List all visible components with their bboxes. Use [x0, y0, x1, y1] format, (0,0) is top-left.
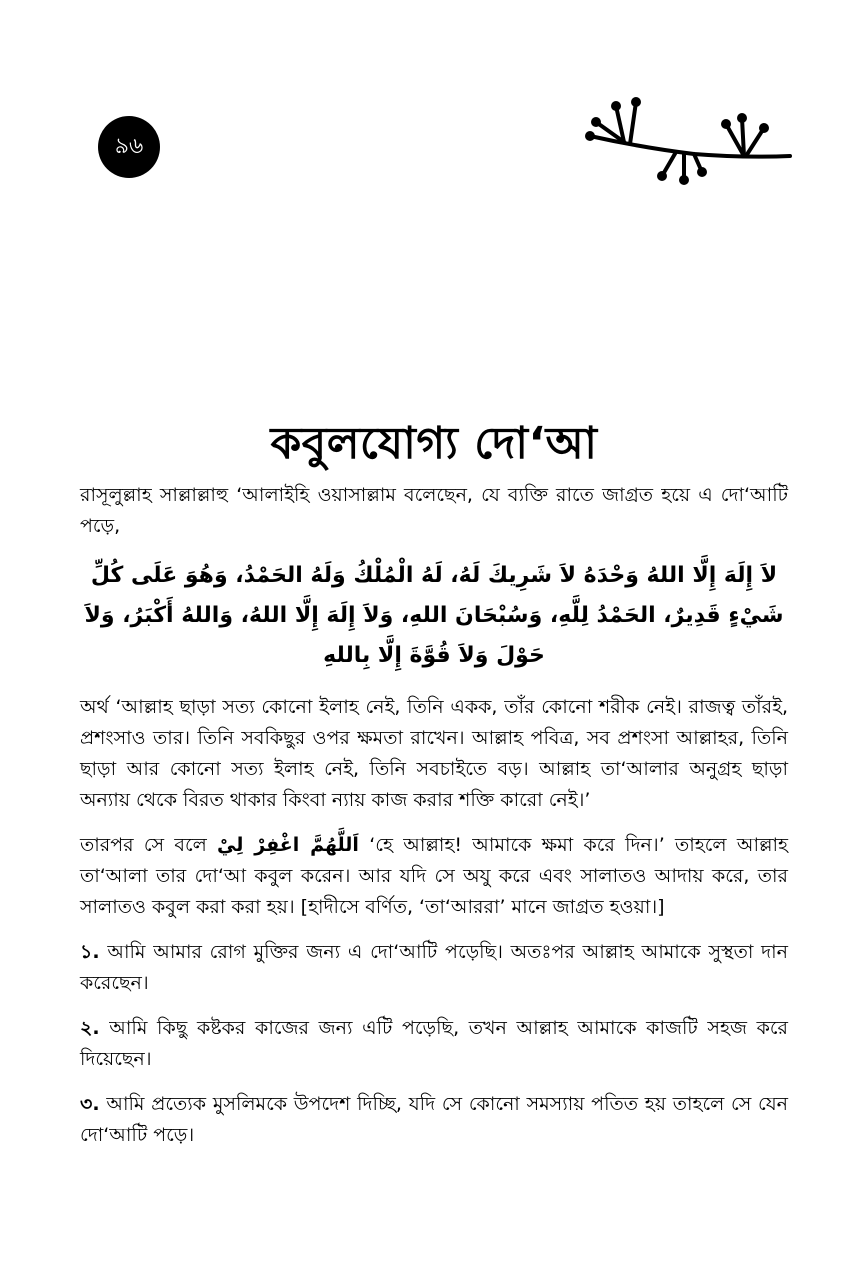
arabic-inline-dua: اَللَّهُمَّ اغْفِرْ لِيْ	[217, 834, 359, 856]
list-item-text: আমি কিছু কষ্টকর কাজের জন্য এটি পড়েছি, তখন আল্লাহ আমাকে কাজটি সহজ করে দিয়েছেন।	[80, 1017, 788, 1070]
meaning-paragraph: অর্থ ‘আল্লাহ ছাড়া সত্য কোনো ইলাহ নেই, তিনি একক, তাঁর কোনো শরীক নেই। রাজত্ব তাঁরই, প্রশংসাও তার। তিনি সবকিছুর ওপর ক্ষমতা রাখেন। আল্লাহ পবিত্র, সব প্রশংসা আল্লাহর, তিনি ছাড়া আর কোনো সত্য ইলাহ নেই, তিনি সবচাইতে বড়। আল্লাহ তা‘আলার অনুগ্রহ ছাড়া অন্যায় থেকে বিরত থাকার কিংবা ন্যায় কাজ করার শক্তি কারো নেই।’	[80, 696, 788, 811]
intro-paragraph: রাসূলুল্লাহ সাল্লাল্লাহু ‘আলাইহি ওয়াসাল্লাম বলেছেন, যে ব্যক্তি রাতে জাগ্রত হয়ে এ দো‘আটি পড়ে,	[80, 484, 788, 537]
list-item-number: ২.	[80, 1017, 100, 1039]
list-item	[80, 937, 788, 999]
then-after: ‘হে আল্লাহ! আমাকে ক্ষমা করে দিন।’ তাহলে আল্লাহ তা‘আলা তার দো‘আ কবুল করেন। আর যদি সে অযু করে এবং সালাতও আদায় করে, তার সালাতও কবুল করা করা হয়। [হাদীসে বর্ণিত, ‘তা‘আররা’ মানে জাগ্রত হওয়া।]	[80, 834, 788, 918]
list-item-number: ১.	[80, 941, 100, 963]
then-paragraph	[80, 830, 788, 923]
list-item-number: ৩.	[80, 1093, 100, 1115]
list-item	[80, 1089, 788, 1151]
arabic-dua: لاَ إِلَهَ إِلَّا اللهُ وَحْدَهُ لاَ شَرِيكَ لَهُ، لَهُ الْمُلْكُ وَلَهُ الحَمْدُ، وَهُوَ عَلَى كُلِّ شَيْءٍ قَدِيرٌ، الحَمْدُ لِلَّهِ، وَسُبْحَانَ اللهِ، وَلاَ إِلَهَ إِلَّا اللهُ، وَاللهُ أَكْبَرُ، وَلاَ حَوْلَ وَلاَ قُوَّةَ إِلَّا بِاللهِ	[84, 563, 784, 668]
body-content	[80, 480, 788, 1165]
list-item	[80, 1013, 788, 1075]
then-before: তারপর সে বলে	[80, 834, 218, 856]
branch-ornament-icon	[584, 96, 796, 190]
list-item-text: আমি আমার রোগ মুক্তির জন্য এ দো‘আটি পড়েছি। অতঃপর আল্লাহ আমাকে সুস্থতা দান করেছেন।	[80, 941, 788, 994]
page-number-badge	[98, 116, 160, 178]
list-item-text: আমি প্রত্যেক মুসলিমকে উপদেশ দিচ্ছি, যদি সে কোনো সমস্যায় পতিত হয় তাহলে সে যেন দো‘আটি পড়ে।	[80, 1093, 788, 1146]
page-number: ৯৬	[114, 133, 144, 159]
page-title: কবুলযোগ্য দো‘আ	[270, 418, 598, 469]
